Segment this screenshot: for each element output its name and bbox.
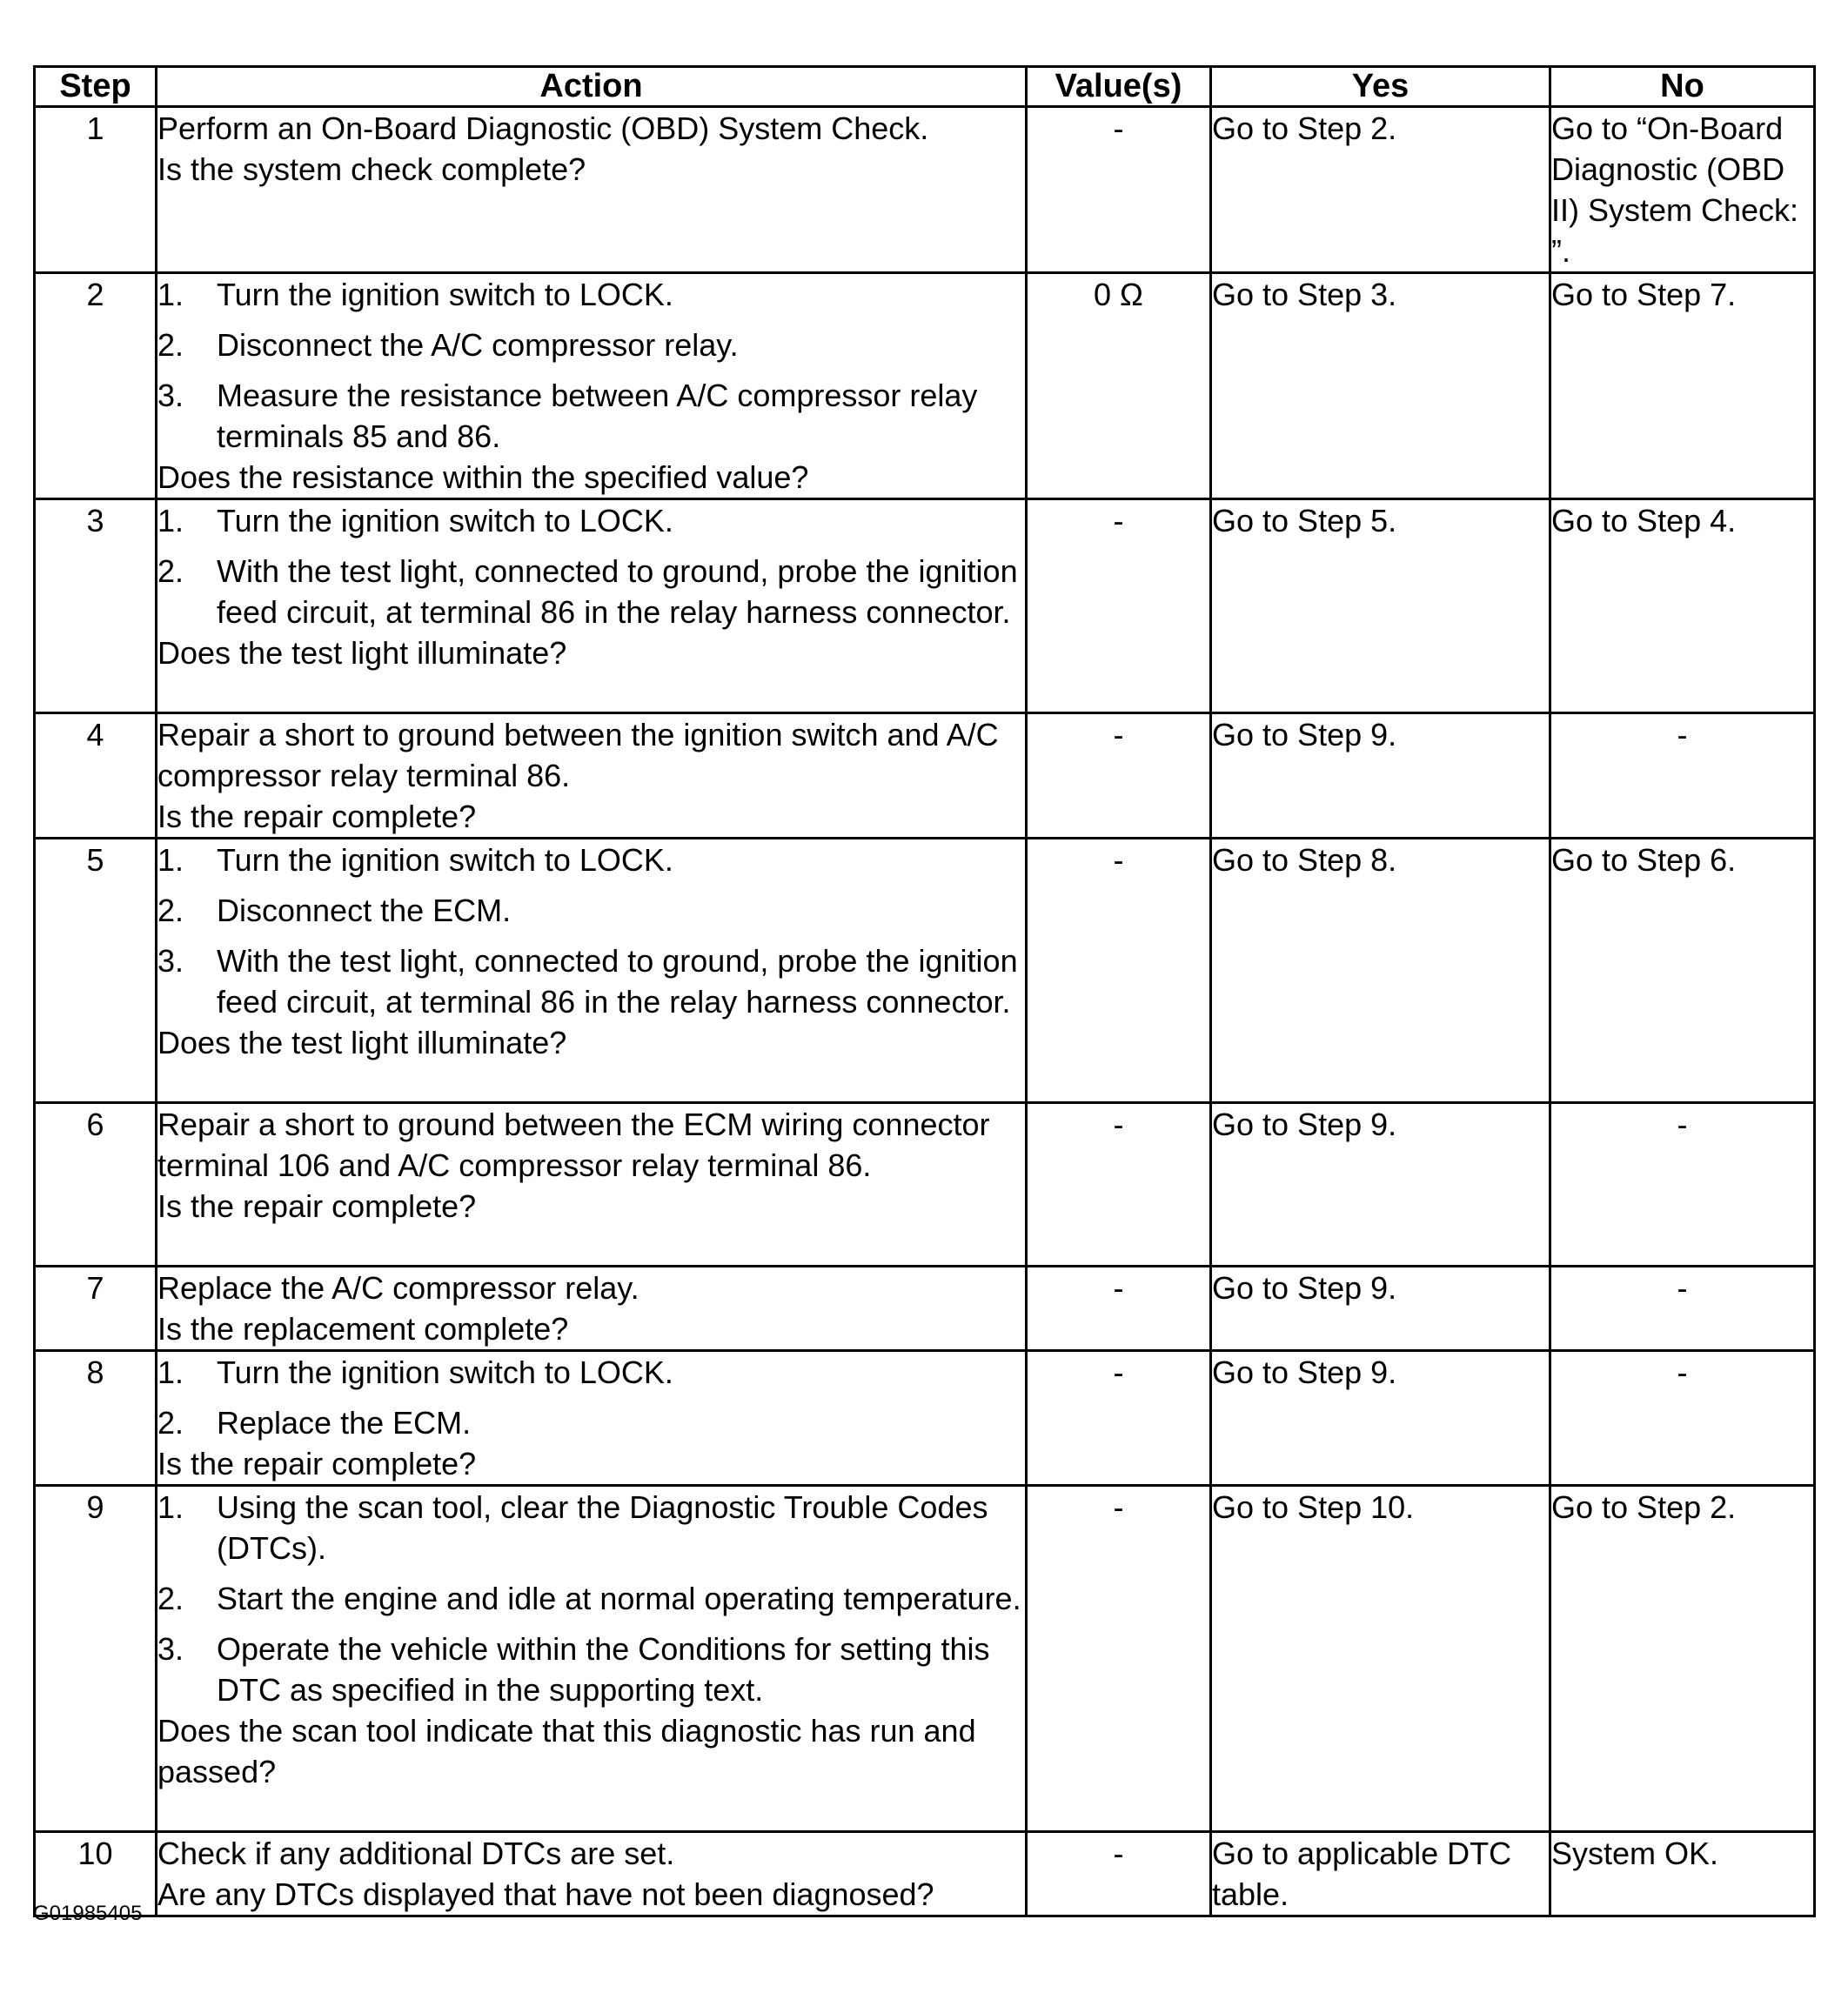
action-cell [157, 1351, 1027, 1486]
table-body [35, 107, 1815, 1916]
figure-id: G01985405 [33, 1902, 143, 1925]
step-number-cell: 3 [35, 499, 157, 713]
action-step-number: 3. [157, 1631, 184, 1667]
action-step-item [157, 839, 1025, 880]
yes-cell: Go to Step 10. [1211, 1486, 1550, 1832]
yes-cell: Go to Step 9. [1211, 713, 1550, 839]
action-cell [157, 1267, 1027, 1351]
table-row [35, 273, 1815, 499]
no-cell: Go to “On-Board Diagnostic (OBD II) System Check: ”. [1550, 107, 1815, 273]
value-cell: - [1027, 1103, 1211, 1267]
action-steps-list [157, 839, 1025, 1022]
action-cell [157, 1103, 1027, 1267]
action-step-item [157, 890, 1025, 931]
table-row [35, 1103, 1815, 1267]
yes-cell: Go to Step 9. [1211, 1267, 1550, 1351]
action-text: Repair a short to ground between the ignition switch and A/C compressor relay terminal 86. [157, 717, 999, 793]
action-step-number: 2. [157, 893, 184, 928]
step-number-cell: 2 [35, 273, 157, 499]
action-step-number: 1. [157, 277, 184, 312]
action-cell [157, 273, 1027, 499]
table-row [35, 499, 1815, 713]
action-step-text: Turn the ignition switch to LOCK. [217, 503, 673, 538]
table-header-row [35, 67, 1815, 107]
no-cell: Go to Step 4. [1550, 499, 1815, 713]
header-values: Value(s) [1027, 67, 1211, 107]
value-cell: - [1027, 1351, 1211, 1486]
action-step-number: 2. [157, 327, 184, 363]
diagnostic-table [33, 65, 1816, 1917]
yes-cell: Go to Step 2. [1211, 107, 1550, 273]
action-cell [157, 839, 1027, 1103]
action-step-item [157, 551, 1025, 632]
action-step-text: Replace the ECM. [217, 1405, 472, 1441]
yes-cell: Go to Step 9. [1211, 1103, 1550, 1267]
action-step-text: Start the engine and idle at normal operating temperature. [217, 1581, 1021, 1616]
no-cell: Go to Step 6. [1550, 839, 1815, 1103]
action-steps-list [157, 274, 1025, 457]
action-step-item [157, 500, 1025, 541]
value-cell: - [1027, 107, 1211, 273]
step-number-cell: 6 [35, 1103, 157, 1267]
action-steps-list [157, 1352, 1025, 1443]
action-question: Is the system check complete? [157, 151, 586, 187]
no-cell: - [1550, 1351, 1815, 1486]
action-question: Is the repair complete? [157, 1446, 477, 1481]
action-step-item [157, 1352, 1025, 1393]
value-cell: - [1027, 1486, 1211, 1832]
action-step-text: Measure the resistance between A/C compressor relay terminals 85 and 86. [217, 378, 978, 454]
action-question: Does the test light illuminate? [157, 635, 567, 671]
header-step: Step [35, 67, 157, 107]
action-question: Is the replacement complete? [157, 1311, 569, 1347]
action-step-text: Operate the vehicle within the Conditions for setting this DTC as specified in the supporting text. [217, 1631, 990, 1708]
action-question: Is the repair complete? [157, 1188, 477, 1224]
no-cell: - [1550, 1103, 1815, 1267]
action-text: Replace the A/C compressor relay. [157, 1270, 639, 1306]
no-cell: System OK. [1550, 1832, 1815, 1916]
action-step-number: 3. [157, 378, 184, 413]
value-cell: - [1027, 1832, 1211, 1916]
yes-cell: Go to Step 5. [1211, 499, 1550, 713]
action-step-text: Turn the ignition switch to LOCK. [217, 277, 673, 312]
action-cell [157, 1486, 1027, 1832]
action-question: Does the scan tool indicate that this diagnostic has run and passed? [157, 1713, 976, 1789]
header-action: Action [157, 67, 1027, 107]
step-number-cell: 1 [35, 107, 157, 273]
action-cell [157, 499, 1027, 713]
value-cell: - [1027, 839, 1211, 1103]
header-yes: Yes [1211, 67, 1550, 107]
step-number-cell: 9 [35, 1486, 157, 1832]
table-row [35, 1267, 1815, 1351]
action-step-text: With the test light, connected to ground, probe the ignition feed circuit, at terminal 86 in the relay harness connector. [217, 553, 1018, 630]
yes-cell: Go to Step 8. [1211, 839, 1550, 1103]
no-cell: - [1550, 713, 1815, 839]
action-step-number: 2. [157, 553, 184, 589]
action-step-item [157, 1578, 1025, 1619]
yes-cell: Go to Step 3. [1211, 273, 1550, 499]
no-cell: Go to Step 7. [1550, 273, 1815, 499]
action-step-item [157, 1402, 1025, 1443]
action-question: Does the test light illuminate? [157, 1025, 567, 1060]
no-cell: - [1550, 1267, 1815, 1351]
yes-cell: Go to Step 9. [1211, 1351, 1550, 1486]
action-step-item [157, 375, 1025, 457]
action-cell [157, 1832, 1027, 1916]
action-steps-list [157, 1487, 1025, 1710]
action-step-text: Disconnect the A/C compressor relay. [217, 327, 739, 363]
table-row [35, 713, 1815, 839]
action-question: Are any DTCs displayed that have not been diagnosed? [157, 1876, 934, 1912]
action-question: Does the resistance within the specified value? [157, 459, 809, 495]
action-question: Is the repair complete? [157, 799, 477, 834]
action-step-text: Turn the ignition switch to LOCK. [217, 1354, 673, 1390]
action-step-number: 1. [157, 503, 184, 538]
action-text: Perform an On-Board Diagnostic (OBD) System Check. [157, 110, 929, 146]
table-row [35, 1351, 1815, 1486]
action-step-number: 2. [157, 1581, 184, 1616]
action-text: Check if any additional DTCs are set. [157, 1836, 675, 1871]
value-cell: - [1027, 499, 1211, 713]
no-cell: Go to Step 2. [1550, 1486, 1815, 1832]
step-number-cell: 5 [35, 839, 157, 1103]
yes-cell: Go to applicable DTC table. [1211, 1832, 1550, 1916]
action-step-text: Using the scan tool, clear the Diagnostic Trouble Codes (DTCs). [217, 1489, 988, 1566]
action-cell [157, 713, 1027, 839]
action-steps-list [157, 500, 1025, 632]
value-cell: 0 Ω [1027, 273, 1211, 499]
action-step-number: 1. [157, 1489, 184, 1525]
header-no: No [1550, 67, 1815, 107]
step-number-cell: 7 [35, 1267, 157, 1351]
action-step-text: With the test light, connected to ground, probe the ignition feed circuit, at terminal 86 in the relay harness connector. [217, 943, 1018, 1020]
action-step-item [157, 324, 1025, 365]
table-row [35, 1832, 1815, 1916]
action-step-text: Turn the ignition switch to LOCK. [217, 842, 673, 878]
value-cell: - [1027, 713, 1211, 839]
action-step-text: Disconnect the ECM. [217, 893, 512, 928]
table-row [35, 107, 1815, 273]
action-step-item [157, 274, 1025, 315]
step-number-cell: 10 [35, 1832, 157, 1916]
action-step-number: 1. [157, 842, 184, 878]
action-step-item [157, 1629, 1025, 1710]
action-step-number: 2. [157, 1405, 184, 1441]
action-step-number: 3. [157, 943, 184, 979]
table-row [35, 1486, 1815, 1832]
action-step-item [157, 1487, 1025, 1568]
step-number-cell: 8 [35, 1351, 157, 1486]
action-text: Repair a short to ground between the ECM wiring connector terminal 106 and A/C compressor relay terminal 86. [157, 1107, 990, 1183]
step-number-cell: 4 [35, 713, 157, 839]
action-cell [157, 107, 1027, 273]
action-step-item [157, 940, 1025, 1022]
action-step-number: 1. [157, 1354, 184, 1390]
value-cell: - [1027, 1267, 1211, 1351]
table-row [35, 839, 1815, 1103]
